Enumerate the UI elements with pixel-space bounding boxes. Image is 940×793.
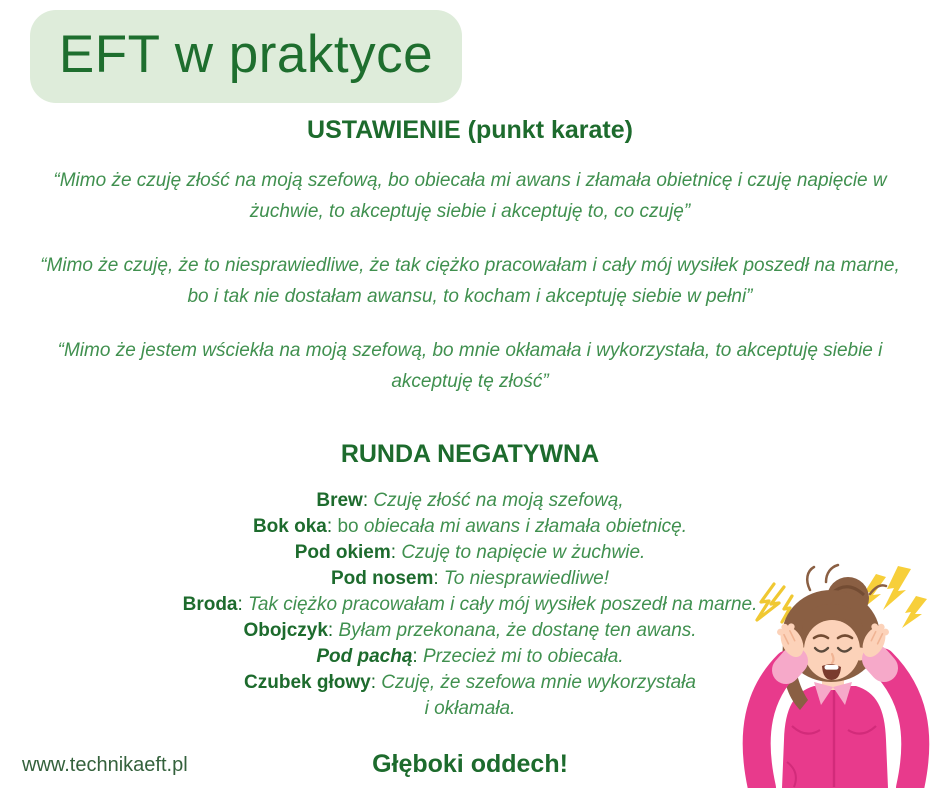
tapping-point-row: Brew: Czuję złość na moją szefową, <box>316 490 624 511</box>
tapping-point-row: Broda: Tak ciężko pracowałam i cały mój wysiłek poszedł na marne. <box>182 594 758 615</box>
tapping-point-row: Pod nosem: To niesprawiedliwe! <box>330 568 610 589</box>
tapping-point-row: Obojczyk: Byłam przekonana, że dostanę ten awans. <box>243 620 697 641</box>
setup-quote: “Mimo że jestem wściekła na moją szefową, bo mnie okłamała i wykorzystała, to akceptuję siebie i akceptuję tę złość” <box>57 340 883 392</box>
tapping-point-text: Byłam przekonana, że dostanę ten awans. <box>338 620 697 641</box>
stressed-woman-illustration <box>730 558 940 788</box>
tapping-point-text: Tak ciężko pracowałam i cały mój wysiłek poszedł na marne. <box>248 594 758 615</box>
tapping-points-list <box>120 488 820 722</box>
tapping-point-row: Pod pachą: Przecież mi to obiecała. <box>316 646 624 667</box>
tapping-point-row: Pod okiem: Czuję to napięcie w żuchwie. <box>294 542 646 563</box>
tapping-point-text-line2: i okłamała. <box>424 698 516 719</box>
round-heading: RUNDA NEGATYWNA <box>340 440 600 468</box>
tapping-point-text: Czuję to napięcie w żuchwie. <box>401 542 646 563</box>
tapping-point-text: To niesprawiedliwe! <box>443 568 610 589</box>
tapping-point-text: obiecała mi awans i złamała obietnicę. <box>363 516 688 537</box>
tapping-point-text: Czuję złość na moją szefową, <box>373 490 624 511</box>
tapping-point-prefix: bo <box>337 516 364 537</box>
breath-heading: Głęboki oddech! <box>372 750 568 778</box>
page-title: EFT w praktyce <box>58 25 434 84</box>
tapping-point-label: Broda <box>182 594 238 615</box>
tapping-point-label: Pod nosem <box>330 568 434 589</box>
tapping-point-label: Pod okiem <box>294 542 391 563</box>
tapping-point-label: Brew <box>316 490 363 511</box>
tapping-point-label: Obojczyk <box>243 620 328 641</box>
tapping-point-label: Bok oka <box>252 516 327 537</box>
title-badge <box>30 10 462 103</box>
tapping-point-text: Czuję, że szefowa mnie wykorzystała <box>381 672 696 693</box>
tapping-point-row: Czubek głowy: Czuję, że szefowa mnie wykorzystała i okłamała. <box>120 670 820 722</box>
tapping-point-text: Przecież mi to obiecała. <box>422 646 624 667</box>
setup-quote: “Mimo że czuję złość na moją szefową, bo obiecała mi awans i złamała obietnicę i czuję napięcie w żuchwie, to akceptuję siebie i akceptuję to, co czuję” <box>53 170 887 222</box>
tapping-point-label: Pod pachą <box>316 646 413 667</box>
setup-quote: “Mimo że czuję, że to niesprawiedliwe, że tak ciężko pracowałam i cały mój wysiłek poszedł na marne, bo i tak nie dostałam awansu, to kocham i akceptuję siebie w pełni” <box>40 255 900 307</box>
tapping-point-label: Czubek głowy <box>244 672 371 693</box>
website-text: www.technikaeft.pl <box>22 754 188 776</box>
tapping-point-row: Bok oka: bo obiecała mi awans i złamała obietnicę. <box>252 516 688 537</box>
setup-heading: USTAWIENIE (punkt karate) <box>307 116 633 144</box>
